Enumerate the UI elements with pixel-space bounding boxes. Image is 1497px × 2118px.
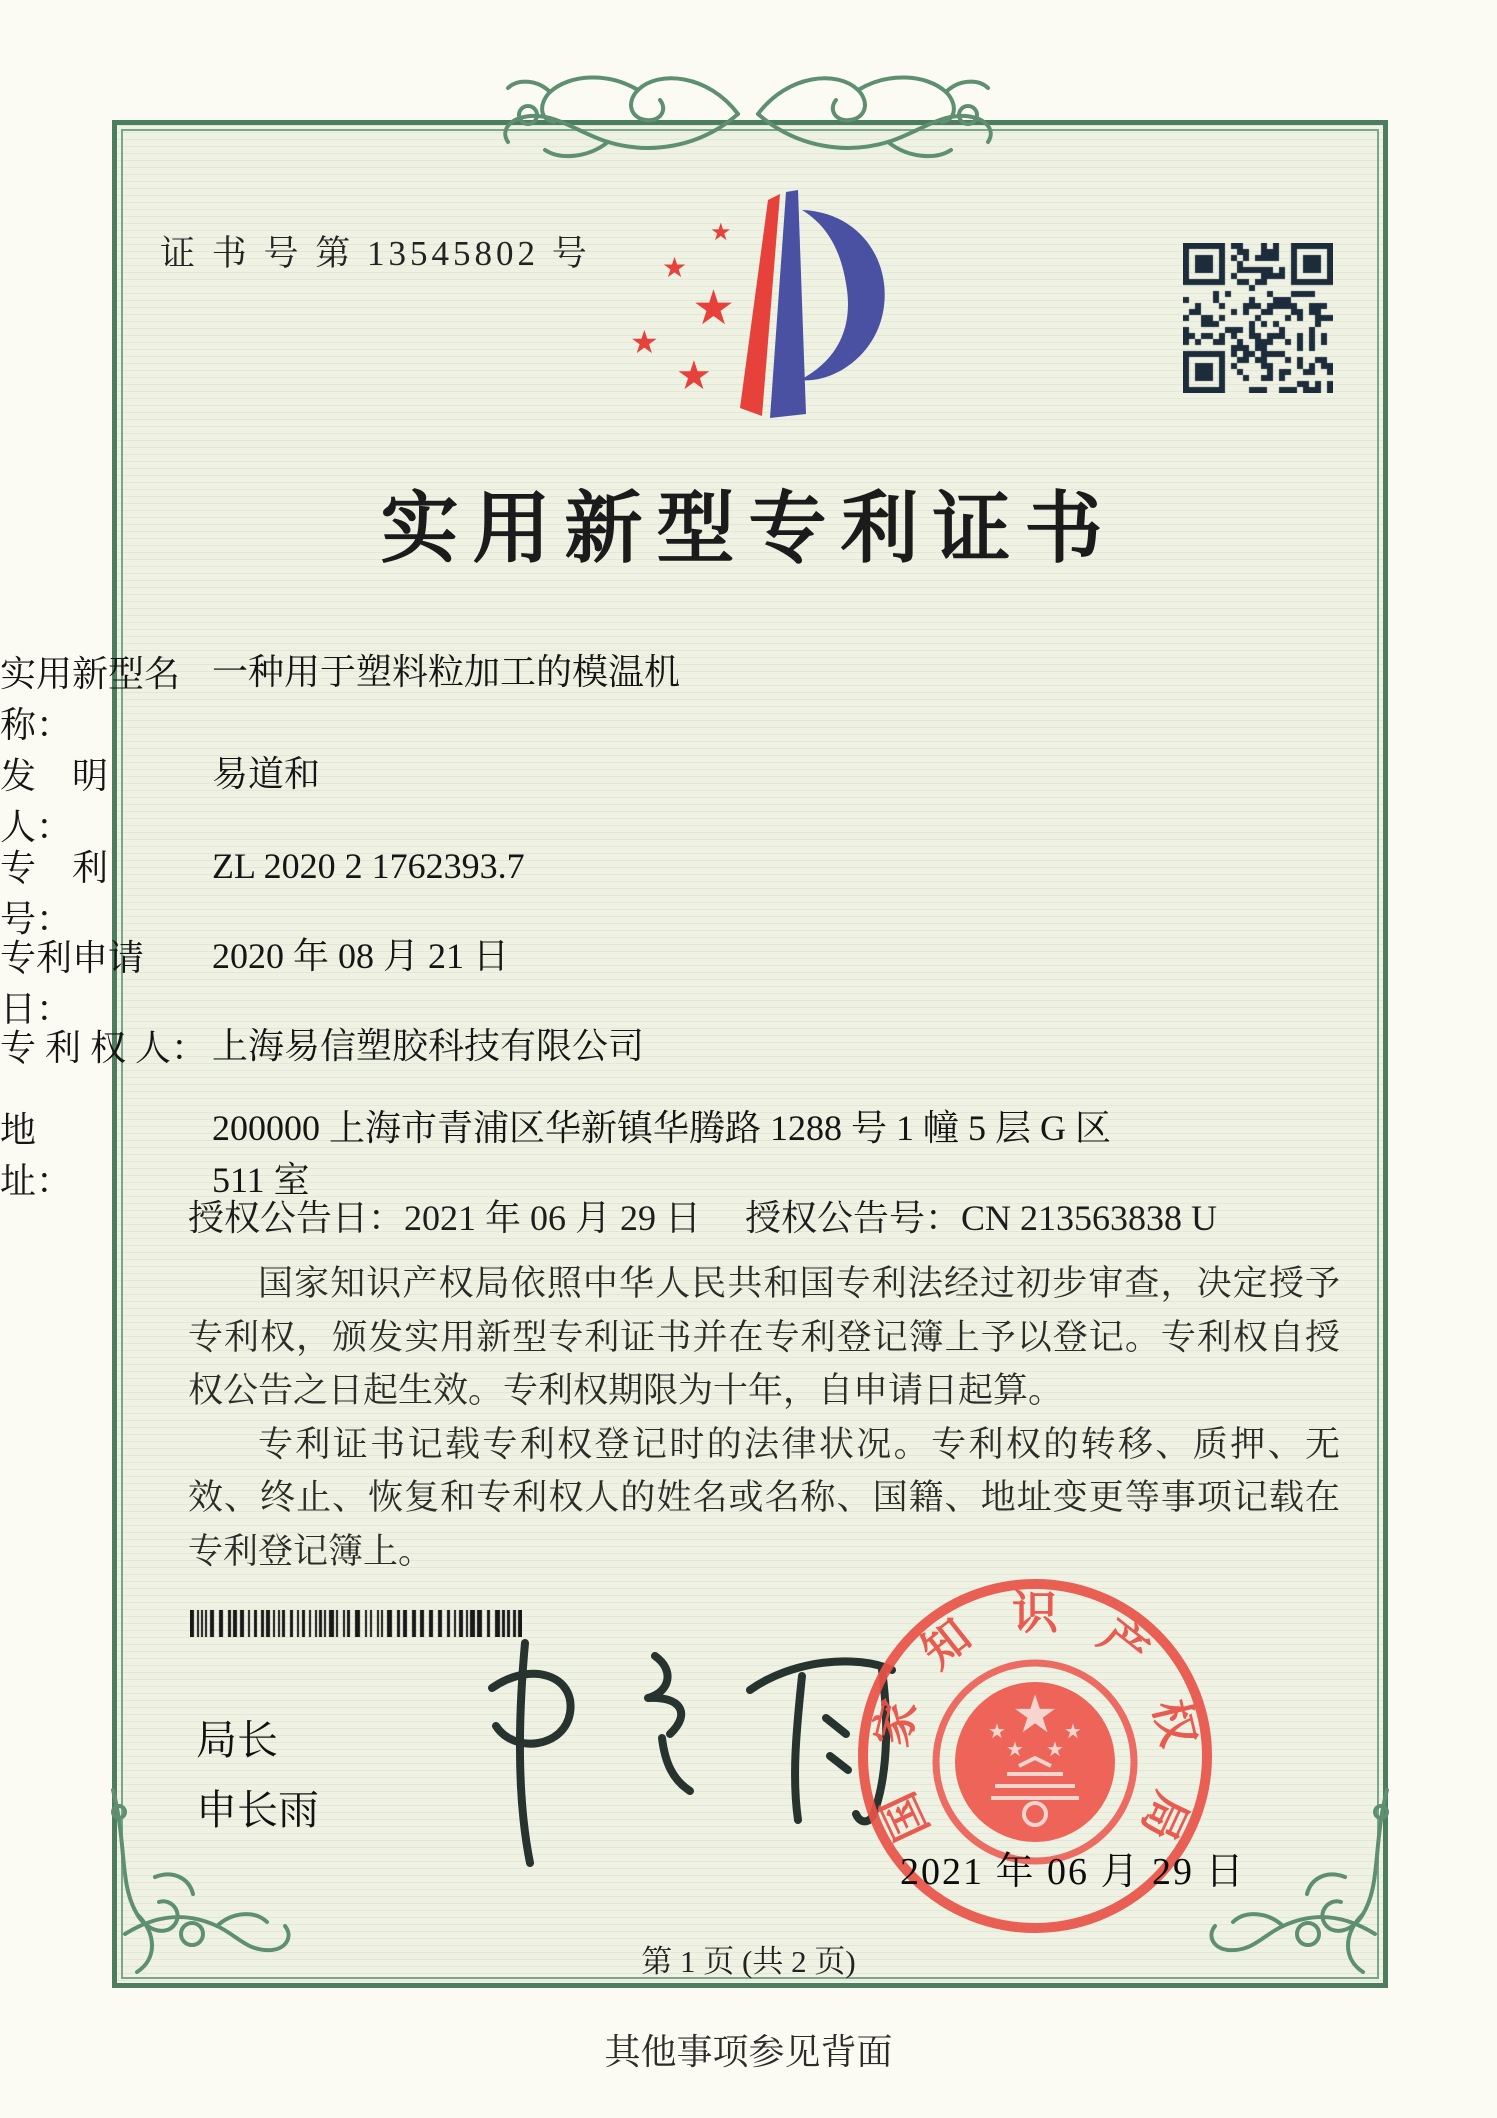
svg-text:产: 产 [1089, 1609, 1158, 1679]
seal-date: 2021 年 06 月 29 日 [900, 1851, 1246, 1893]
field-label: 发 明 人： [0, 756, 145, 847]
svg-text:权: 权 [1143, 1694, 1205, 1752]
field-value: 2021 年 06 月 29 日 [404, 1198, 702, 1238]
svg-text:★: ★ [1006, 1737, 1024, 1761]
field-value: 一种用于塑料粒加工的模温机 [212, 652, 681, 692]
grant-date [188, 1190, 745, 1241]
officer-name: 申长雨 [196, 1786, 319, 1833]
star-icon: ★ [662, 251, 688, 284]
field-row-filing-date [0, 930, 1150, 1032]
field-label: 专 利 号： [0, 848, 145, 939]
svg-text:国: 国 [872, 1784, 939, 1849]
field-value: 2020 年 08 月 21 日 [212, 936, 510, 976]
svg-text:★: ★ [1011, 1685, 1059, 1745]
field-label: 实用新型名称： [0, 654, 181, 745]
star-icon: ★ [630, 323, 659, 361]
officer-title: 局长 [196, 1717, 278, 1763]
field-label: 授权公告日： [188, 1198, 405, 1238]
field-label: 专 利 权 人： [0, 1028, 208, 1068]
field-row-patentee [0, 1020, 1150, 1072]
field-row-patent-number [0, 840, 1150, 942]
svg-text:★: ★ [1046, 1737, 1064, 1761]
svg-text:★: ★ [988, 1719, 1006, 1743]
svg-text:知: 知 [912, 1609, 981, 1679]
field-row-inventor [0, 748, 1150, 850]
page-number: 第 1 页 (共 2 页) [641, 1944, 856, 1979]
star-icon: ★ [710, 218, 732, 246]
legal-text-block [188, 1258, 1340, 1579]
top-flourish-ornament [488, 52, 1008, 168]
svg-text:局: 局 [1131, 1784, 1198, 1849]
field-value: 易道和 [212, 754, 321, 794]
field-row-grant [188, 1190, 1338, 1241]
star-icon: ★ [676, 353, 712, 399]
svg-text:识: 识 [1012, 1587, 1058, 1639]
field-label: 专利申请日： [0, 938, 145, 1029]
svg-text:家: 家 [865, 1694, 927, 1752]
qr-code [1183, 243, 1333, 393]
field-value: CN 213563838 U [961, 1198, 1218, 1238]
grant-number [745, 1190, 1217, 1241]
national-emblem [936, 1663, 1134, 1861]
legal-paragraph: 国家知识产权局依照中华人民共和国专利法经过初步审查，决定授予专利权，颁发实用新型专利证书并在专利登记簿上予以登记。专利权自授权公告之日起生效。专利权期限为十年，自申请日起算。 [188, 1264, 1340, 1412]
legal-paragraph: 专利证书记载专利权登记时的法律状况。专利权的转移、质押、无效、终止、恢复和专利权人的姓名或名称、国籍、地址变更等事项记载在专利登记簿上。 [188, 1424, 1340, 1572]
svg-text:★: ★ [1064, 1719, 1082, 1743]
field-value: 200000 上海市青浦区华新镇华腾路 1288 号 1 幢 5 层 G 区 511 室 [212, 1108, 1111, 1201]
officer-block [196, 1706, 319, 1845]
cnipa-logo [618, 188, 898, 438]
field-label: 地 址： [0, 1110, 145, 1201]
star-icon: ★ [692, 280, 736, 336]
logo-p-mark [728, 188, 898, 428]
field-value: ZL 2020 2 1762393.7 [212, 846, 525, 886]
field-row-name [0, 646, 1150, 748]
certificate-title: 实用新型专利证书 [380, 485, 1117, 572]
field-label: 授权公告号： [745, 1198, 962, 1238]
back-side-note: 其他事项参见背面 [604, 2032, 893, 2073]
certificate-number: 证 书 号 第 13545802 号 [160, 234, 591, 273]
field-value: 上海易信塑胶科技有限公司 [212, 1026, 645, 1066]
